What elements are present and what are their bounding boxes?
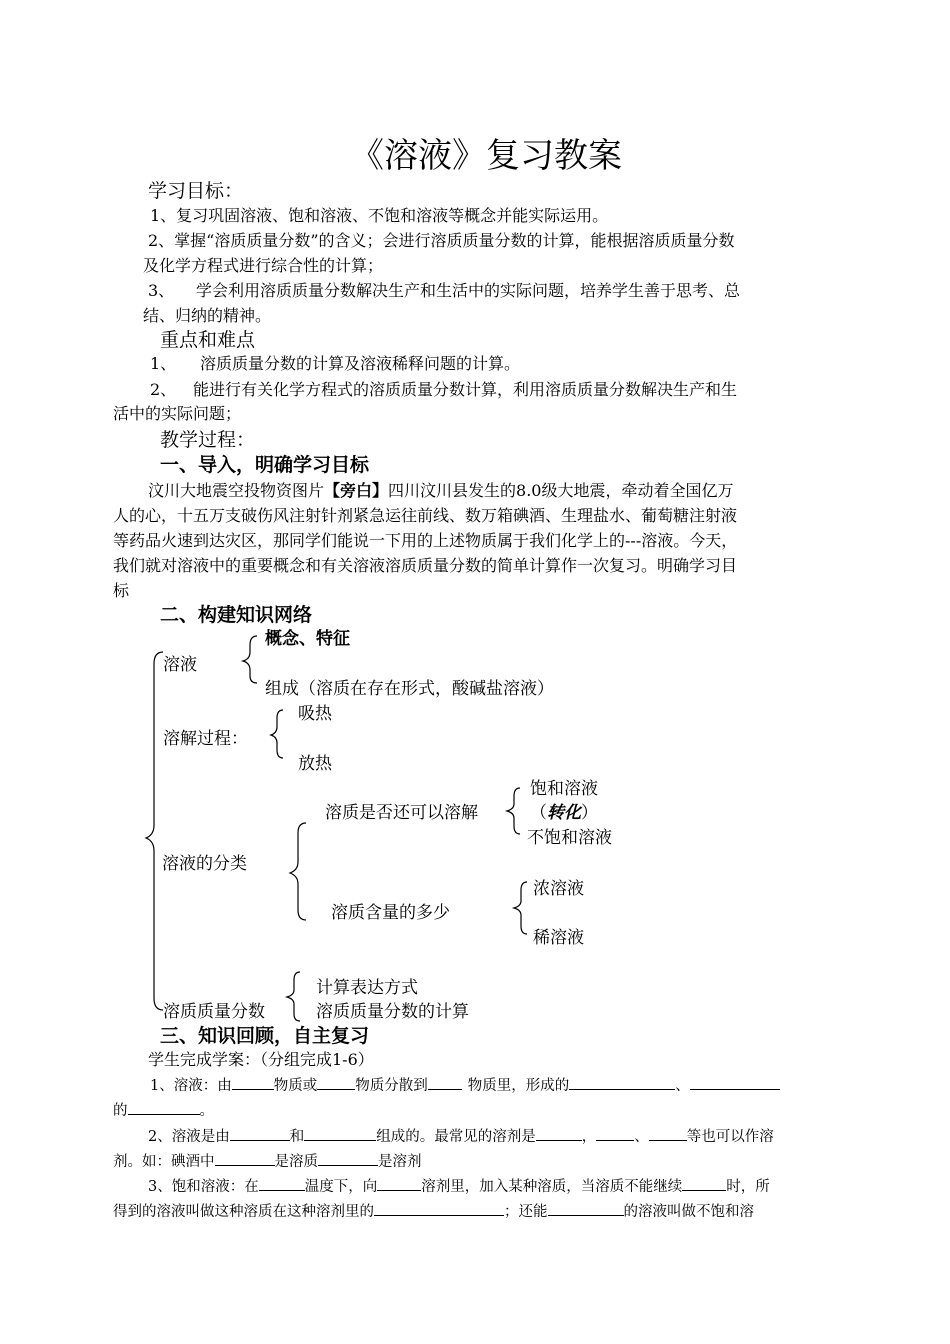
q2-text-a: 2、溶液是由	[148, 1129, 230, 1145]
q2-text-g: 剂。如：碘酒中	[113, 1154, 215, 1170]
convert-label: 转化	[547, 803, 581, 823]
q3-text-e: 得到的溶液叫做这种溶质在这种溶剂里的	[113, 1204, 374, 1220]
q1-text-b: 物质或	[273, 1078, 318, 1094]
network-expression: 计算表达方式	[316, 978, 418, 998]
q2-blank-5[interactable]	[649, 1125, 687, 1141]
intro-line-4: 我们就对溶液中的重要概念和有关溶液溶质质量分数的简单计算作一次复习。明确学习目	[113, 556, 738, 575]
classification-brace	[290, 823, 306, 920]
intro-line-5: 标	[113, 581, 130, 600]
network-classification: 溶液的分类	[162, 854, 247, 874]
q2-blank-4[interactable]	[596, 1125, 634, 1141]
concentration-brace	[514, 882, 527, 934]
key-point-1-number: 1、	[150, 354, 177, 373]
review-intro: 学生完成学案：（分组完成1-6）	[148, 1050, 374, 1069]
objective-2-line2: 及化学方程式进行综合性的计算；	[143, 256, 384, 275]
convert-open: （	[530, 803, 547, 823]
network-convert	[530, 798, 598, 823]
network-composition: 组成（溶质在存在形式，酸碱盐溶液）	[265, 679, 554, 699]
objective-3-number: 3、	[148, 281, 175, 300]
q3-blank-4[interactable]	[374, 1200, 504, 1216]
q2-text-e: 、	[634, 1129, 649, 1145]
objective-3-line1: 学会利用溶质质量分数解决生产和生活中的实际问题，培养学生善于思考、总	[196, 281, 741, 300]
network-concentrated: 浓溶液	[533, 879, 584, 899]
section-3-heading: 三、知识回顾，自主复习	[160, 1025, 370, 1047]
q2-text-c: 组成的。最常见的溶剂是	[376, 1129, 536, 1145]
network-can-dissolve: 溶质是否还可以溶解	[325, 803, 478, 823]
key-point-2-number: 2、	[150, 380, 177, 399]
key-points-heading: 重点和难点	[160, 329, 256, 351]
q1-blank-5[interactable]	[690, 1074, 780, 1090]
network-saturated: 饱和溶液	[530, 779, 598, 799]
q1-text-f: 的	[113, 1103, 128, 1119]
q2-text-f: 等也可以作溶	[686, 1129, 774, 1145]
question-3-line2	[113, 1200, 754, 1221]
q1-blank-3[interactable]	[428, 1074, 462, 1090]
objective-2-line1: 2、掌握“溶质质量分数”的含义；会进行溶质质量分数的计算，能根据溶质质量分数	[148, 231, 735, 250]
q1-text-e: 、	[675, 1078, 690, 1094]
solution-brace	[243, 636, 257, 683]
q1-blank-1[interactable]	[232, 1074, 274, 1090]
q2-blank-1[interactable]	[230, 1125, 290, 1141]
question-1-line2	[113, 1099, 214, 1120]
aside-label: 【旁白】	[324, 481, 389, 500]
section-1-heading: 一、导入，明确学习目标	[160, 454, 370, 476]
intro-line-1-c: 四川汶川县发生的8.0级大地震，牵动着全国亿万	[388, 481, 734, 500]
question-1-line1	[150, 1074, 780, 1095]
q2-text-b: 和	[289, 1129, 305, 1145]
objective-1: 1、复习巩固溶液、饱和溶液、不饱和溶液等概念并能实际运用。	[150, 206, 609, 225]
intro-line-2: 人的心，十五万支破伤风注射针剂紧急运往前线、数万箱碘酒、生理盐水、葡萄糖注射液	[113, 506, 738, 525]
q3-text-c: 溶剂里，加入某种溶质，当溶质不能继续	[421, 1179, 683, 1195]
q3-blank-5[interactable]	[548, 1200, 624, 1216]
q3-blank-3[interactable]	[682, 1175, 726, 1191]
q1-text-d: 物质里，形成的	[467, 1078, 570, 1094]
q2-text-i: 是溶剂	[378, 1154, 422, 1170]
network-mass-fraction: 溶质质量分数	[163, 1002, 265, 1022]
objective-3-line2: 结、归纳的精神。	[143, 306, 272, 325]
network-release-heat: 放热	[298, 754, 332, 774]
question-2-line1	[148, 1125, 774, 1146]
network-dilute: 稀溶液	[533, 928, 584, 948]
q2-text-d: ，	[581, 1129, 597, 1145]
q3-text-a: 3、饱和溶液：在	[148, 1179, 259, 1195]
network-absorb-heat: 吸热	[298, 704, 332, 724]
q3-blank-1[interactable]	[259, 1175, 305, 1191]
network-calculation: 溶质质量分数的计算	[316, 1002, 469, 1022]
q1-text-a: 1、溶液：由	[150, 1078, 232, 1094]
saturation-brace	[507, 788, 520, 834]
q1-blank-6[interactable]	[128, 1099, 200, 1115]
q1-text-c: 物质分散到	[355, 1078, 428, 1094]
key-point-2-line1: 能进行有关化学方程式的溶质质量分数计算，利用溶质质量分数解决生产和生	[193, 380, 738, 399]
q1-text-g: 。	[199, 1103, 214, 1119]
network-concept: 概念、特征	[265, 629, 350, 649]
dissolving-brace	[271, 710, 283, 758]
intro-line-1-a: 汶川大地震空投物资图片	[148, 481, 325, 500]
q3-text-f: ；还能	[504, 1204, 548, 1220]
objectives-heading: 学习目标：	[148, 180, 244, 202]
q2-text-h: 是溶质	[274, 1154, 318, 1170]
intro-line-3: 等药品火速到达灾区，那同学们能说一下用的上述物质属于我们化学上的---溶液。今天，	[113, 531, 738, 550]
q2-blank-7[interactable]	[318, 1150, 378, 1166]
main-brace	[146, 652, 163, 1010]
q3-text-d: 时，所	[726, 1179, 770, 1195]
convert-close: ）	[581, 803, 598, 823]
section-2-heading: 二、构建知识网络	[160, 604, 313, 626]
q2-blank-3[interactable]	[536, 1125, 582, 1141]
q3-blank-2[interactable]	[377, 1175, 421, 1191]
q2-blank-2[interactable]	[304, 1125, 376, 1141]
page-title: 《溶液》复习教案	[350, 136, 622, 176]
question-3-line1	[148, 1175, 770, 1196]
network-unsaturated: 不饱和溶液	[527, 828, 612, 848]
q3-text-b: 温度下，向	[304, 1179, 378, 1195]
mass-fraction-brace	[287, 972, 300, 1021]
q2-blank-6[interactable]	[215, 1150, 275, 1166]
q3-text-g: 的溶液叫做不饱和溶	[623, 1204, 754, 1220]
q1-blank-4[interactable]	[569, 1074, 675, 1090]
network-solution: 溶液	[163, 655, 197, 675]
network-content: 溶质含量的多少	[331, 903, 450, 923]
key-point-2-line2: 活中的实际问题；	[113, 404, 242, 423]
network-dissolving: 溶解过程：	[163, 729, 248, 749]
process-heading: 教学过程：	[160, 429, 256, 451]
q1-blank-2[interactable]	[317, 1074, 355, 1090]
question-2-line2	[113, 1150, 422, 1171]
key-point-1: 溶质质量分数的计算及溶液稀释问题的计算。	[200, 354, 521, 373]
